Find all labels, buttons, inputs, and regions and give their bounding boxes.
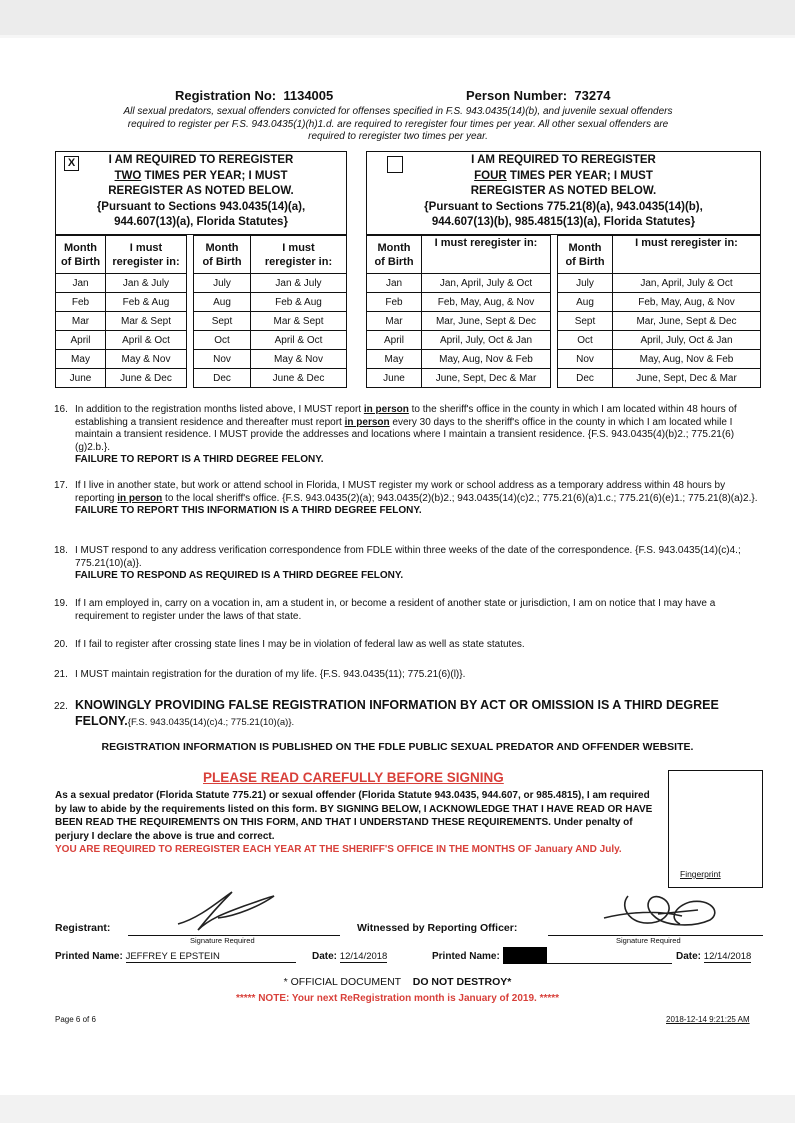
redaction-bar <box>503 947 547 964</box>
reregister-months-notice: YOU ARE REQUIRED TO REREGISTER EACH YEAR AT THE SHERIFF'S OFFICE IN THE MONTHS OF January AND July. <box>55 844 622 855</box>
table-row: Jan Jan, April, July & Oct July Jan, April, July & Oct <box>367 274 761 293</box>
table-row: June June & Dec Dec June & Dec <box>56 369 347 388</box>
fingerprint-label: Fingerprint <box>680 869 721 879</box>
officer-name-line <box>547 951 672 964</box>
two-times-box: X I AM REQUIRED TO REREGISTER TWO TIMES PER YEAR; I MUST REREGISTER AS NOTED BELOW. {Pursuant to Sections 943.0435(14)(a), 944.607(13)(a), Florida Statutes} <box>55 151 347 235</box>
two-times-table: Month of Birth I must reregister in: Month of Birth I must reregister in: Jan Jan & July July Jan & July Feb Feb & Aug Aug Feb & Aug Mar Mar & Sept Sept Mar & Sept April April & Oct Oct April & Oct May May & Nov Nov May & Nov June June & Dec Dec June & Dec <box>55 235 347 388</box>
table-row: May May & Nov Nov May & Nov <box>56 350 347 369</box>
registrant-label: Registrant: <box>55 922 111 934</box>
officer-signature <box>598 888 728 934</box>
table-row: April April & Oct Oct April & Oct <box>56 331 347 350</box>
two-times-checkbox[interactable]: X <box>64 156 79 171</box>
table-row: Feb Feb & Aug Aug Feb & Aug <box>56 293 347 312</box>
item-19: 19. If I am employed in, carry on a vocation in, am a student in, or become a resident of another state or jurisdiction, I am on notice that I may have a requirement to register under the laws of that state. <box>54 598 716 622</box>
item-16: 16. In addition to the registration months listed above, I MUST report in person to the sheriff's office in the county in which I am located within 48 hours of establishing a transient residence and thereafter must report in person every 30 days to the sheriff's office in the county in which I am located while I maintain a transient residence. I MUST provide the addresses and locations where I maintain a transient residence. {F.S. 943.0435(4)(b)2.; 775.21(6)(g)2.b.}. FAILURE TO REPORT IS A THIRD DEGREE FELONY. <box>54 404 737 465</box>
person-number: Person Number: 73274 <box>466 88 611 103</box>
four-times-box: I AM REQUIRED TO REREGISTER FOUR TIMES PER YEAR; I MUST REREGISTER AS NOTED BELOW. {Pursuant to Sections 775.21(8)(a), 943.0435(14)(b), 944.607(13)(b), 985.4815(13)(a), Florida Statutes} <box>366 151 761 235</box>
registrant-date: Date: 12/14/2018 <box>312 951 388 962</box>
timestamp: 2018-12-14 9:21:25 AM <box>666 1015 750 1024</box>
registration-number: Registration No: 1134005 <box>175 88 334 103</box>
item-22: 22. KNOWINGLY PROVIDING FALSE REGISTRATION INFORMATION BY ACT OR OMISSION IS A THIRD DEGREE FELONY.{F.S. 943.0435(14)(c)4.; 775.21(10)(a)}. <box>54 698 719 728</box>
fingerprint-box <box>668 770 763 888</box>
item-17: 17. If I live in another state, but work or attend school in Florida, I MUST register my work or school address as a temporary address within 48 hours by reporting in person to the local sheriff's office. {F.S. 943.0435(2)(a); 943.0435(2)(b)2.; 943.0435(14)(c)2.; 775.21(6)(a)1.c.; 775.21(6)(e)1.; 775.21(8)(a)2.}. FAILURE TO REPORT THIS INFORMATION IS A THIRD DEGREE FELONY. <box>54 480 758 516</box>
item-20: 20. If I fail to register after crossing state lines I may be in violation of federal law as well as state statutes. <box>54 639 525 650</box>
item-18: 18. I MUST respond to any address verification correspondence from FDLE within three weeks of the date of the correspondence. {F.S. 943.0435(14)(c)4.; 775.21(10)(a)}. FAILURE TO RESPOND AS REQUIRED IS A THIRD DEGREE FELONY. <box>54 545 741 581</box>
table-row: April April, July, Oct & Jan Oct April, July, Oct & Jan <box>367 331 761 350</box>
table-row: Mar Mar, June, Sept & Dec Sept Mar, June, Sept & Dec <box>367 312 761 331</box>
please-read-heading: PLEASE READ CAREFULLY BEFORE SIGNING <box>203 770 504 785</box>
registrant-sig-required: Signature Required <box>190 936 255 945</box>
table-row: Jan Jan & July July Jan & July <box>56 274 347 293</box>
table-row: May May, Aug, Nov & Feb Nov May, Aug, Nov & Feb <box>367 350 761 369</box>
four-times-table: Month of Birth I must reregister in: Month of Birth I must reregister in: Jan Jan, April, July & Oct July Jan, April, July & Oct Feb Feb, May, Aug, & Nov Aug Feb, May, Aug, & Nov Mar Mar, June, Sept & Dec Sept Mar, June, Sept & Dec April April, July, Oct & Jan Oct April, July, Oct & Jan May May, Aug, Nov & Feb Nov May, Aug, Nov & Feb June June, Sept, Dec & Mar Dec June, Sept, Dec & Mar <box>366 235 761 388</box>
table-row: Feb Feb, May, Aug, & Nov Aug Feb, May, Aug, & Nov <box>367 293 761 312</box>
registrant-signature <box>170 888 280 934</box>
official-document-line: * OFFICIAL DOCUMENT DO NOT DESTROY* <box>283 976 512 988</box>
officer-printed-name: Printed Name: <box>432 951 500 962</box>
intro-text: All sexual predators, sexual offenders convicted for offenses specified in F.S. 943.0435(14)(b), and juvenile sexual offenders required to register per F.S. 943.0435(1)(h)1.d. are required to reregister four times per year. All other sexual offenders are required to reregister two times per year. <box>123 106 673 142</box>
scan-bottom-band <box>0 1095 795 1123</box>
officer-sig-required: Signature Required <box>616 936 681 945</box>
page-number: Page 6 of 6 <box>55 1015 96 1024</box>
item-21: 21. I MUST maintain registration for the duration of my life. {F.S. 943.0435(11); 775.21(6)(l)}. <box>54 669 466 680</box>
four-times-checkbox[interactable] <box>387 156 403 173</box>
officer-date: Date: 12/14/2018 <box>676 951 752 962</box>
witness-label: Witnessed by Reporting Officer: <box>357 922 518 934</box>
scan-top-band <box>0 0 795 38</box>
published-notice: REGISTRATION INFORMATION IS PUBLISHED ON THE FDLE PUBLIC SEXUAL PREDATOR AND OFFENDER WEBSITE. <box>101 741 694 753</box>
table-row: Mar Mar & Sept Sept Mar & Sept <box>56 312 347 331</box>
registrant-printed-name: Printed Name: JEFFREY E EPSTEIN <box>55 951 296 963</box>
table-row: June June, Sept, Dec & Mar Dec June, Sept, Dec & Mar <box>367 369 761 388</box>
acknowledgement: As a sexual predator (Florida Statute 775.21) or sexual offender (Florida Statute 943.0435, 944.607, or 985.4815), I am required by law to abide by the requirements listed on this form. BY SIGNING BELOW, I ACKNOWLEDGE THAT I HAVE READ OR HAVE BEEN READ THE REQUIREMENTS ON THIS FORM, AND THAT I UNDERSTAND THESE REQUIREMENTS. Under penalty of perjury I declare the above is true and correct. YOU ARE REQUIRED TO REREGISTER EACH YEAR AT THE SHERIFF'S OFFICE IN THE MONTHS OF January AND July. <box>55 789 655 857</box>
next-reregistration-note: ***** NOTE: Your next ReRegistration month is January of 2019. ***** <box>235 993 560 1004</box>
